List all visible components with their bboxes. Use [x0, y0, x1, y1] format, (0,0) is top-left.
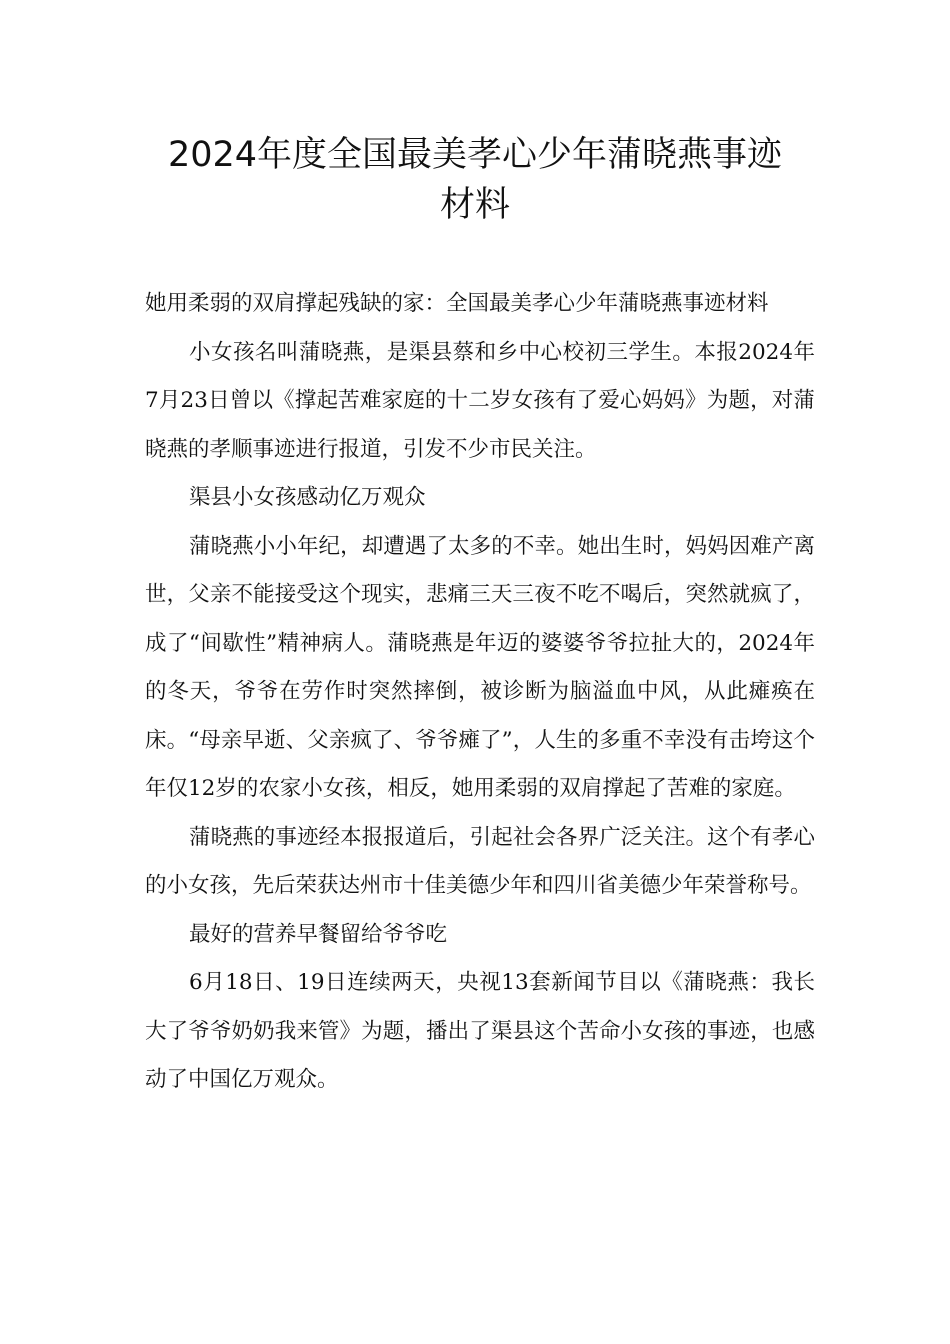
section-heading-2: 最好的营养早餐留给爷爷吃: [189, 921, 448, 947]
document-title-line-2: 材料: [439, 185, 510, 225]
document-title-line-1: 2024年度全国最美孝心少年蒲晓燕事迹: [167, 135, 783, 175]
body-paragraph-intro: 小女孩名叫蒲晓燕，是渠县蔡和乡中心校初三学生。本报2024年7月23日曾以《撑起苦难家庭的十二岁女孩有了爱心妈妈》为题，对蒲晓燕的孝顺事迹进行报道，引发不少市民关注。: [145, 339, 815, 462]
body-paragraph-cctv: 6月18日、19日连续两天，央视13套新闻节目以《蒲晓燕：我长大了爷爷奶奶我来管》为题，播出了渠县这个苦命小女孩的事迹，也感动了中国亿万观众。: [145, 970, 815, 1092]
body-paragraph-honors: 蒲晓燕的事迹经本报报道后，引起社会各界广泛关注。这个有孝心的小女孩，先后荣获达州市十佳美德少年和四川省美德少年荣誉称号。: [145, 824, 815, 898]
document-body: [145, 280, 815, 1105]
body-paragraph-story: 蒲晓燕小小年纪，却遭遇了太多的不幸。她出生时，妈妈因难产离世，父亲不能接受这个现实，悲痛三天三夜不吃不喝后，突然就疯了，成了“间歇性”精神病人。蒲晓燕是年迈的婆婆爷爷拉扯大的，2024年的冬天，爷爷在劳作时突然摔倒，被诊断为脑溢血中风，从此瘫痪在床。“母亲早逝、父亲疯了、爷爷瘫了”，人生的多重不幸没有击垮这个年仅12岁的农家小女孩，相反，她用柔弱的双肩撑起了苦难的家庭。: [145, 533, 815, 801]
subtitle-paragraph: 她用柔弱的双肩撑起残缺的家：全国最美孝心少年蒲晓燕事迹材料: [145, 291, 769, 316]
section-heading-1: 渠县小女孩感动亿万观众: [189, 485, 426, 510]
